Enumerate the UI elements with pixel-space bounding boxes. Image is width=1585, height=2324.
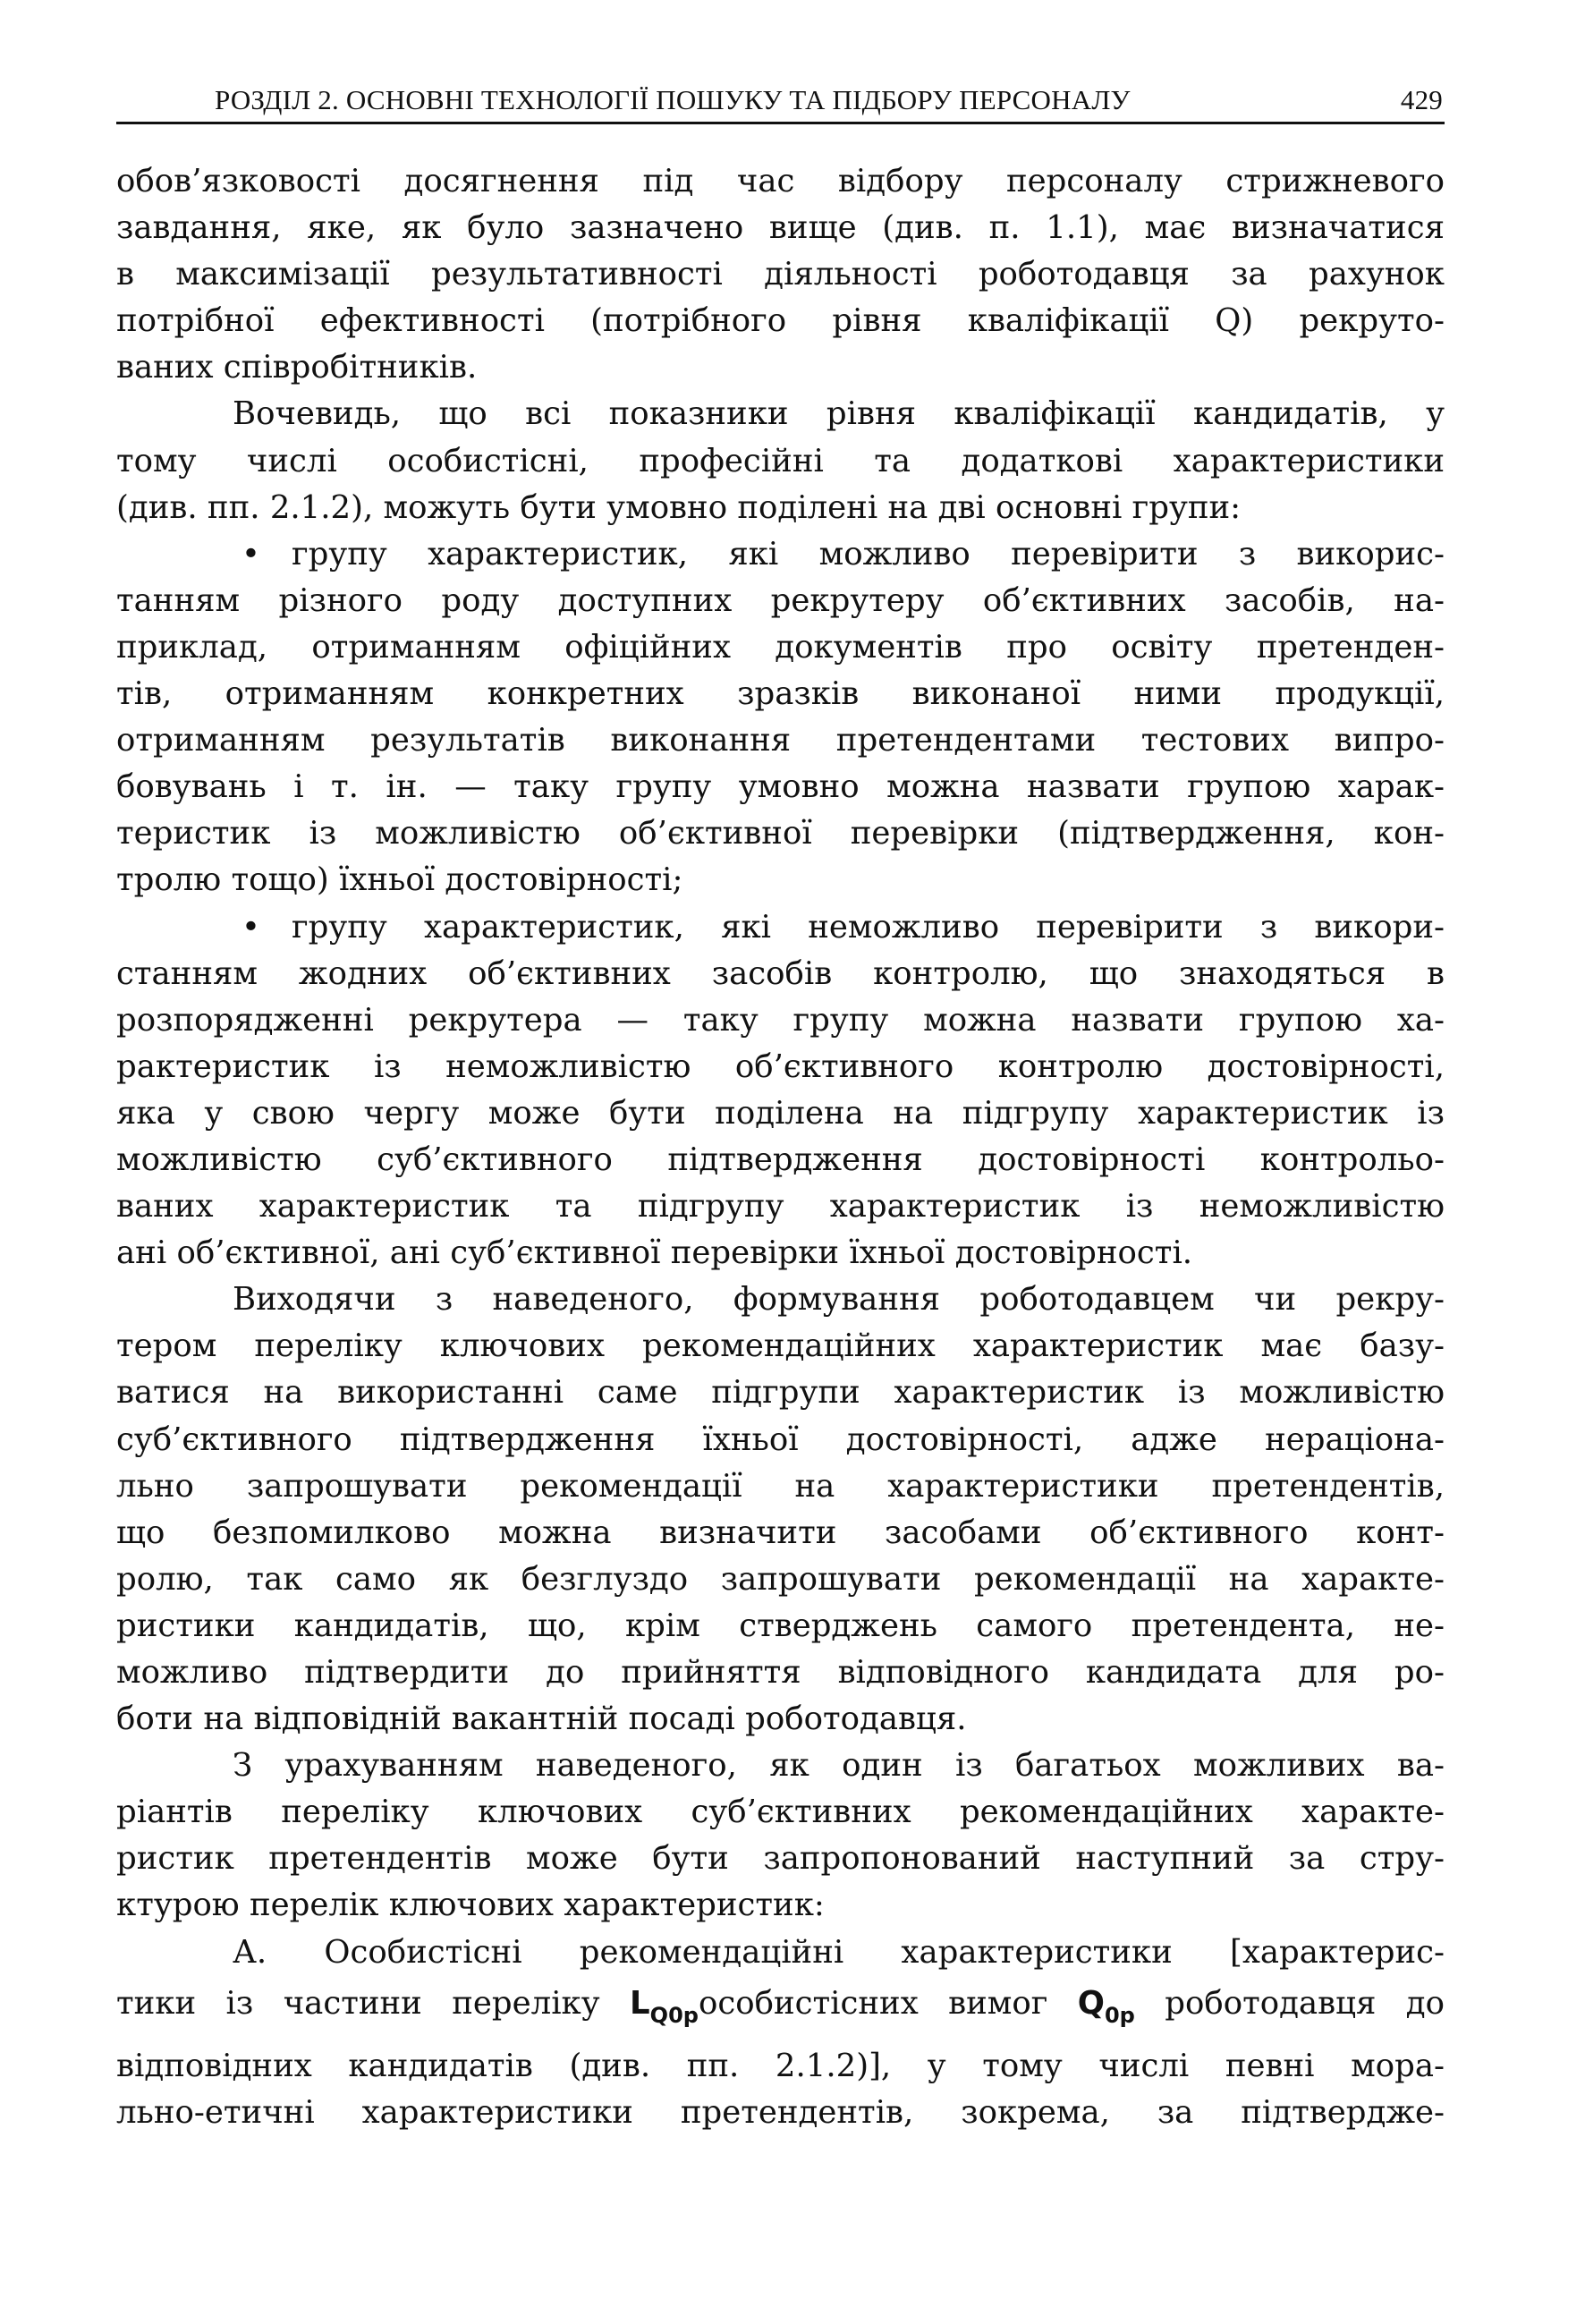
chapter-title: РОЗДІЛ 2. ОСНОВНІ ТЕХНОЛОГІЇ ПОШУКУ ТА ПІДБОРУ ПЕРСОНАЛУ (215, 84, 1131, 115)
text-line: боти на відповідній вакантній посаді роботодавця. (116, 1701, 967, 1738)
bullet-marker: • (242, 908, 260, 946)
symbol-q-subscript: 0p (1104, 2002, 1135, 2028)
header-rule (116, 122, 1445, 124)
body-text (116, 158, 1445, 2136)
paragraph-first-line: З урахуванням наведеного, як один із багатьох можливих ва- (233, 1747, 1445, 1785)
page-number: 429 (1400, 84, 1443, 115)
book-page (116, 81, 1445, 2136)
formula-text-middle: особистісних вимог (698, 1984, 1078, 2022)
text-line: ватися на використанні саме підгрупи характеристик із можливістю (116, 1374, 1445, 1412)
text-line: ристик претендентів може бути запропонований наступний за стру- (116, 1840, 1445, 1878)
text-line: тером переліку ключових рекомендаційних характеристик має базу- (116, 1327, 1445, 1365)
text-line: ані об’єктивної, ані суб’єктивної перевірки їхньої достовірності. (116, 1234, 1193, 1272)
text-line: тролю тощо) їхньої достовірності; (116, 861, 683, 899)
running-header (116, 81, 1445, 120)
text-line: льно-етичні характеристики претендентів, зокрема, за підтвердже- (116, 2093, 1445, 2131)
text-line: теристик із можливістю об’єктивної перевірки (підтвердження, кон- (116, 815, 1445, 852)
text-line: ріантів переліку ключових суб’єктивних рекомендаційних характе- (116, 1794, 1445, 1831)
text-line: бовувань і т. ін. — таку групу умовно можна назвати групою харак- (116, 768, 1445, 806)
paragraph-first-line: Виходячи з наведеного, формування роботодавцем чи рекру- (233, 1281, 1445, 1319)
bullet-item-first-line (116, 904, 1445, 951)
text-line: ктурою перелік ключових характеристик: (116, 1887, 825, 1924)
text-line: відповідних кандидатів (див. пп. 2.1.2)], у тому числі певні мора- (116, 2047, 1445, 2084)
formula-text-after: роботодавця до (1134, 1984, 1445, 2022)
text-line: ваних співробітників. (116, 349, 478, 386)
text-line: тому числі особистісні, професійні та додаткові характеристики (116, 442, 1445, 479)
text-line: ристики кандидатів, що, крім стверджень самого претендента, не- (116, 1607, 1445, 1644)
text-line: суб’єктивного підтвердження їхньої достовірності, адже нераціона- (116, 1421, 1445, 1458)
paragraph-first-line: А. Особистісні рекомендаційні характеристики [характерис- (233, 1933, 1445, 1971)
text-line: ваних характеристик та підгрупу характеристик із неможливістю (116, 1188, 1445, 1226)
symbol-l-subscript: Q0p (649, 2002, 699, 2028)
bullet-text: групу характеристик, які неможливо перевірити з викори- (292, 908, 1445, 946)
formula-line (116, 1976, 1445, 2043)
bullet-marker: • (242, 535, 260, 573)
text-line: розпорядженні рекрутера — таку групу можна назвати групою ха- (116, 1001, 1445, 1039)
text-line: танням різного роду доступних рекрутеру об’єктивних засобів, на- (116, 581, 1445, 619)
symbol-q: Q (1077, 1984, 1105, 2022)
text-line: станням жодних об’єктивних засобів контролю, що знаходяться в (116, 954, 1445, 992)
text-line: приклад, отриманням офіційних документів про освіту претенден- (116, 628, 1445, 666)
text-line: завдання, яке, як було зазначено вище (див. п. 1.1), має визначатися (116, 209, 1445, 247)
symbol-l: L (630, 1984, 650, 2022)
text-line: що безпомилково можна визначити засобами об’єктивного конт- (116, 1514, 1445, 1551)
paragraph-first-line: Вочевидь, що всі показники рівня кваліфікації кандидатів, у (233, 395, 1445, 433)
formula-text-before: тики із частини переліку (116, 1984, 631, 2022)
text-line: льно запрошувати рекомендації на характеристики претендентів, (116, 1467, 1445, 1505)
text-line: потрібної ефективності (потрібного рівня кваліфікації Q) рекруто- (116, 302, 1445, 340)
text-line: ролю, так само як безглуздо запрошувати рекомендації на характе- (116, 1560, 1445, 1598)
text-line: рактеристик із неможливістю об’єктивного контролю достовірності, (116, 1047, 1445, 1085)
bullet-item-first-line (116, 531, 1445, 578)
text-line: яка у свою чергу може бути поділена на підгрупу характеристик із (116, 1094, 1445, 1132)
text-line: в максимізації результативності діяльності роботодавця за рахунок (116, 256, 1445, 293)
bullet-text: групу характеристик, які можливо перевірити з викорис- (292, 535, 1445, 573)
text-line: (див. пп. 2.1.2), можуть бути умовно поділені на дві основні групи: (116, 488, 1242, 526)
text-line: отриманням результатів виконання претендентами тестових випро- (116, 722, 1445, 759)
text-line: можливо підтвердити до прийняття відповідного кандидата для ро- (116, 1654, 1445, 1691)
text-line: можливістю суб’єктивного підтвердження достовірності контрольо- (116, 1141, 1445, 1178)
text-line: тів, отриманням конкретних зразків виконаної ними продукції, (116, 675, 1445, 713)
text-line: обов’язковості досягнення під час відбору персоналу стрижневого (116, 163, 1445, 199)
